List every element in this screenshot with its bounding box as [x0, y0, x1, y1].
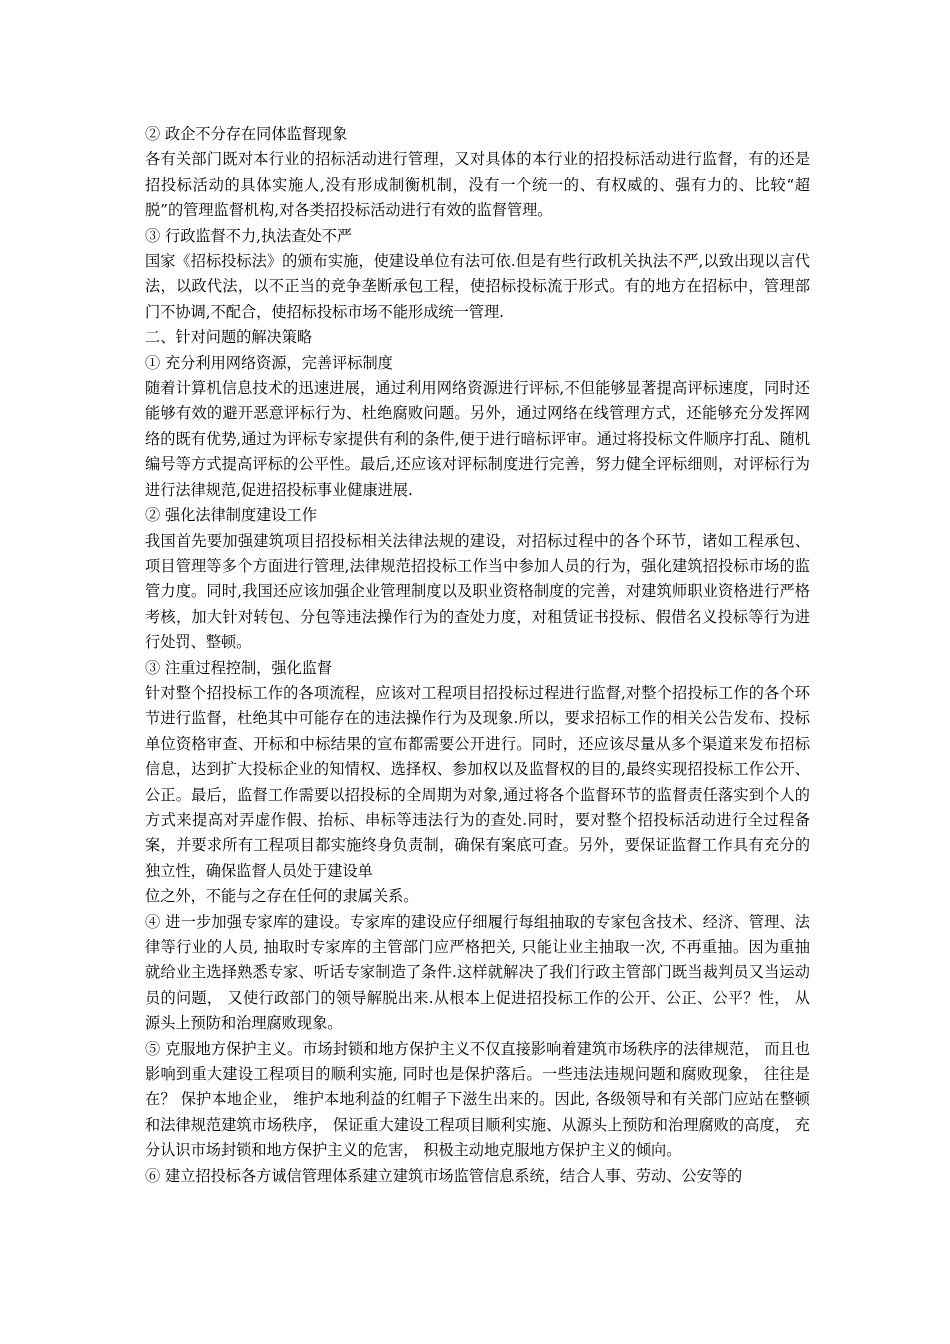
subheading-2: ② 政企不分存在同体监督现象	[145, 125, 348, 143]
body-paragraph-6: ⑥ 建立招投标各方诚信管理体系建立建筑市场监管信息系统，结合人事、劳动、公安等的	[145, 1166, 743, 1185]
body-paragraph: 我国首先要加强建筑项目招投标相关法律法规的建设，对招标过程中的各个环节，诸如工程承包、项目管理等多个方面进行管理,法律规范招投标工作当中参加人员的行为，强化建筑招投标市场的监管力度。同时,我国还应该加强企业管理制度以及职业资格制度的完善，对建筑师职业资格进行严格考核，加大针对转包、分包等违法操作行为的查处力度，对租赁证书投标、假借名义投标等行为进行处罚、整顿。	[145, 531, 810, 652]
body-paragraph-5: ⑤ 克服地方保护主义。市场封锁和地方保护主义不仅直接影响着建筑市场秩序的法律规范， 而且也影响到重大建设工程项目的顺利实施, 同时也是保护落后。一些违法违规问题和腐败现象， 往往是在？ 保护本地企业， 维护本地利益的红帽子下滋生出来的。因此, 各级领导和有关部门应站在整顿和法律规范建筑市场秩序， 保证重大建设工程项目顺利实施、从源头上预防和治理腐败的高度， 充分认识市场封锁和地方保护主义的危害， 积极主动地克服地方保护主义的倾向。	[145, 1039, 810, 1160]
document-body	[145, 122, 810, 1189]
subheading-1: ① 充分利用网络资源，完善评标制度	[145, 353, 393, 372]
body-paragraph: 针对整个招投标工作的各项流程，应该对工程项目招投标过程进行监督,对整个招投标工作的各个环节进行监督，杜绝其中可能存在的违法操作行为及现象.所以，要求招标工作的相关公告发布、投标单位资格审查、开标和中标结果的宣布都需要公开进行。同时，还应该尽量从多个渠道来发布招标信息，达到扩大投标企业的知情权、选择权、参加权以及监督权的目的,最终实现招投标工作公开、公正。最后，监督工作需要以招投标的全周期为对象,通过将各个监督环节的监督责任落实到个人的方式来提高对弄虚作假、抬标、串标等违法行为的查处.同时，要对整个招投标活动进行全过程备案，并要求所有工程项目都实施终身负责制，确保有案底可查。另外，要保证监督工作具有充分的独立性，确保监督人员处于建设单	[145, 683, 810, 880]
body-paragraph: 国家《招标投标法》的颁布实施，使建设单位有法可依.但是有些行政机关执法不严,以致出现以言代法，以政代法，以不正当的竞争垄断承包工程，使招标投标流于形式。有的地方在招标中，管理部门不协调,不配合，使招标投标市场不能形成统一管理.	[145, 252, 810, 321]
body-paragraph: 随着计算机信息技术的迅速进展，通过利用网络资源进行评标,不但能够显著提高评标速度，同时还能够有效的避开恶意评标行为、杜绝腐败问题。另外，通过网络在线管理方式，还能够充分发挥网络的既有优势,通过为评标专家提供有利的条件,便于进行暗标评审。通过将投标文件顺序打乱、随机编号等方式提高评标的公平性。最后,还应该对评标制度进行完善，努力健全评标细则，对评标行为进行法律规范,促进招投标事业健康进展.	[145, 379, 810, 499]
subheading-2: ② 强化法律制度建设工作	[145, 506, 317, 525]
body-paragraph: 各有关部门既对本行业的招标活动进行管理，又对具体的本行业的招投标活动进行监督，有的还是招投标活动的具体实施人,没有形成制衡机制，没有一个统一的、有权威的、强有力的、比较“超脱”的管理监督机构,对各类招投标活动进行有效的监督管理。	[145, 150, 810, 220]
section-heading: 二、针对问题的解决策略	[145, 328, 313, 347]
body-paragraph: 位之外，不能与之存在任何的隶属关系。	[145, 887, 419, 906]
subheading-3: ③ 注重过程控制，强化监督	[145, 658, 333, 677]
subheading-3: ③ 行政监督不力,执法查处不严	[145, 226, 353, 245]
body-paragraph-4: ④ 进一步加强专家库的建设。专家库的建设应仔细履行每组抽取的专家包含技术、经济、管理、法律等行业的人员, 抽取时专家库的主管部门应严格把关, 只能让业主抽取一次, 不再重抽。因为重抽就给业主选择熟悉专家、听话专家制造了条件.这样就解决了我们行政主管部门既当裁判员又当运动员的问题， 又使行政部门的领导解脱出来.从根本上促进招投标工作的公开、公正、公平？性， 从源头上预防和治理腐败现象。	[145, 912, 810, 1033]
